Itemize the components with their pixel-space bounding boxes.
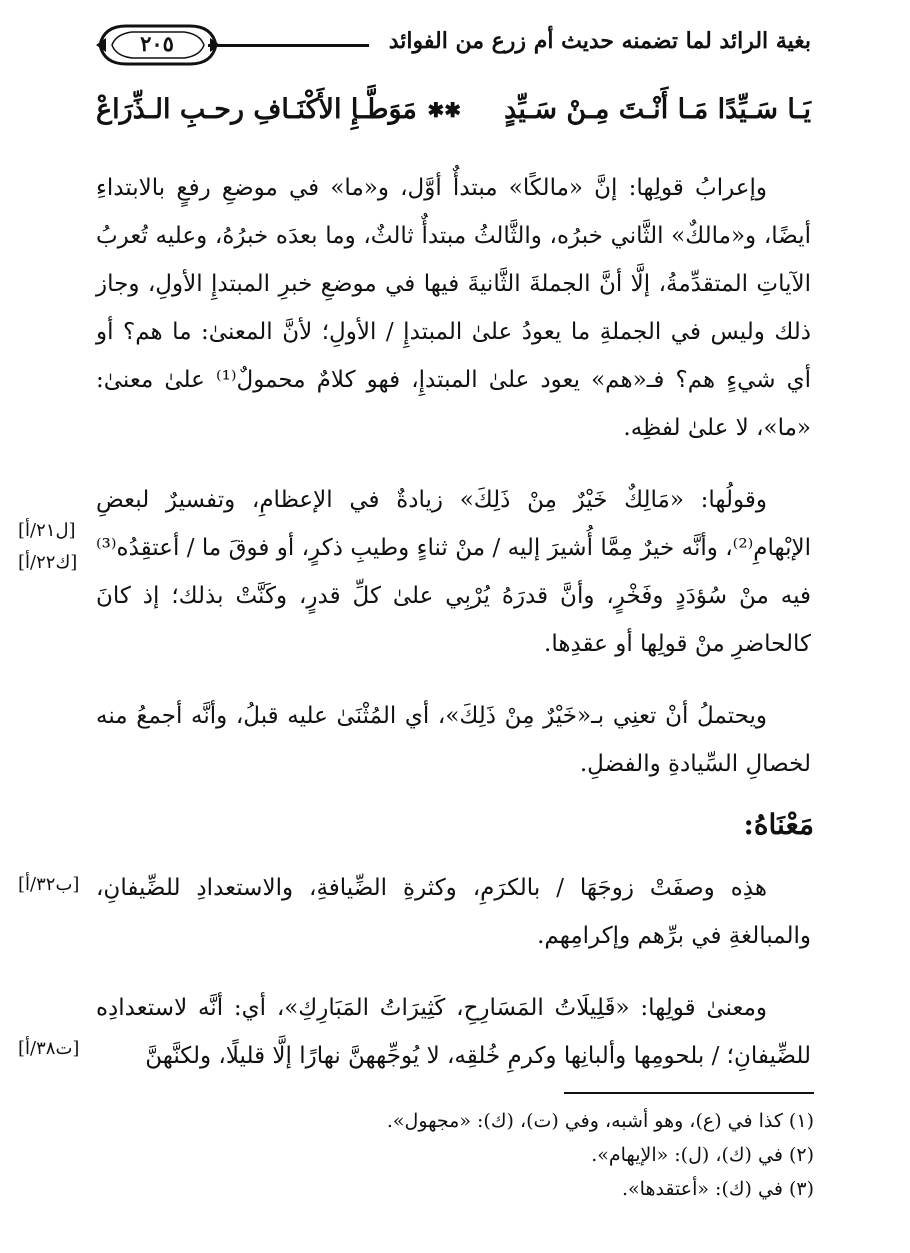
paragraph-better-than-that: وقولُها: «مَالِكٌ خَيْرٌ مِنْ ذَلِكَ» زيادةٌ في الإعظامِ، وتفسيرٌ لبعضِ الإبْهامِ⁽²⁾، وأنَّه خيرٌ مِمَّا أُشيرَ إليه / منْ ثناءٍ وطيبِ ذكرٍ، أو فوقَ ما / أعتقِدُه⁽³⁾ فيه منْ سُؤدَدٍ وفَخْرٍ، وأنَّ قدرَهُ يُرْبِي علىٰ كلِّ قدرٍ، وكَنَّتْ بذلك؛ إذ كانَ كالحاضرِ منْ قولِها أو عقدِها. bbox=[96, 487, 811, 657]
margin-note: [ل٢١/أ] bbox=[18, 520, 76, 541]
margin-note: [ب٣٢/أ] bbox=[18, 874, 80, 895]
paragraph-possibility: ويحتملُ أنْ تعنِي بـ«خَيْرٌ مِنْ ذَلِكَ»، أي المُثْنَىٰ عليه قبلُ، وأنَّه أجمعُ منه لخصالِ السِّيادةِ والفضلِ. bbox=[96, 703, 811, 777]
paragraph-meaning-explained: ومعنىٰ قولِها: «قَلِيلَاتُ المَسَارِحِ، كَثِيرَاتُ المَبَارِكِ»، أي: أنَّه لاستعدادِه للضِّيفانِ؛ / بلحومِها وألبانِها وكرمِ خُلقِه، لا يُوجِّههنَّ نهارًا إلَّا قليلًا، ولكنَّهنَّ bbox=[96, 995, 811, 1069]
running-title: بغية الرائد لما تضمنه حديث أم زرع من الفوائد bbox=[388, 28, 811, 54]
paragraph-grammar: وإعرابُ قولِها: إنَّ «مالكًا» مبتدأٌ أوَّل، و«ما» في موضعِ رفعٍ بالابتداءِ أيضًا، و«مالكٌ» الثَّاني خبرُه، والثَّالثُ مبتدأٌ ثالثٌ، وما بعدَه خبرُهُ، وعليه تُعربُ الآياتِ المتقدِّمةُ، إلَّا أنَّ الجملةَ الثَّانيةَ فيها في موضعِ خبرِ المبتدإِ الأولِ، وجاز ذلك وليس في الجملةِ ما يعودُ علىٰ المبتدإِ / الأولِ؛ لأنَّ المعنىٰ: ما هم؟ أو أي شيءٍ هم؟ فـ«هم» يعود علىٰ المبتدإِ، فهو كلامٌ محمولٌ⁽¹⁾ علىٰ معنىٰ: «ما»، لا علىٰ لفظِه. bbox=[96, 175, 811, 441]
margin-note: [ك٢٢/أ] bbox=[18, 552, 78, 573]
footnote-rule bbox=[564, 1092, 814, 1094]
verse-second-hemistich: مَوَطَّـإِ الأَكْنَـافِ رحـبِ الـذِّرَاعْ bbox=[96, 94, 417, 125]
verse-first-hemistich: يَـا سَـيِّدًا مَـا أَنْـتَ مِـنْ سَـيِّدٍ bbox=[504, 94, 811, 125]
paragraph-meaning: هذِه وصفَتْ زوجَهَا / بالكرَمِ، وكثرةِ الضِّيافةِ، والاستعدادِ للضِّيفانِ، والمبالغةِ في برِّهم وإكرامِهم. bbox=[96, 875, 811, 949]
page-number-ornament bbox=[96, 22, 220, 68]
footnote-item: (٣) في (ك): «أعتقدها». bbox=[621, 1178, 814, 1200]
header-rule bbox=[208, 44, 369, 47]
footnotes bbox=[99, 1104, 814, 1206]
page-number: ٢٠٥ bbox=[140, 31, 174, 56]
section-heading: مَعْنَاهُ: bbox=[743, 808, 814, 841]
margin-note: [ت٣٨/أ] bbox=[18, 1038, 80, 1059]
footnote-item: (٢) في (ك)، (ل): «الإيهام». bbox=[591, 1144, 814, 1166]
verse-separator: ✱✱ bbox=[427, 98, 461, 122]
running-header bbox=[96, 22, 811, 72]
footnote-item: (١) كذا في (ع)، وهو أشبه، وفي (ت)، (ك): «مجهول». bbox=[386, 1110, 814, 1132]
